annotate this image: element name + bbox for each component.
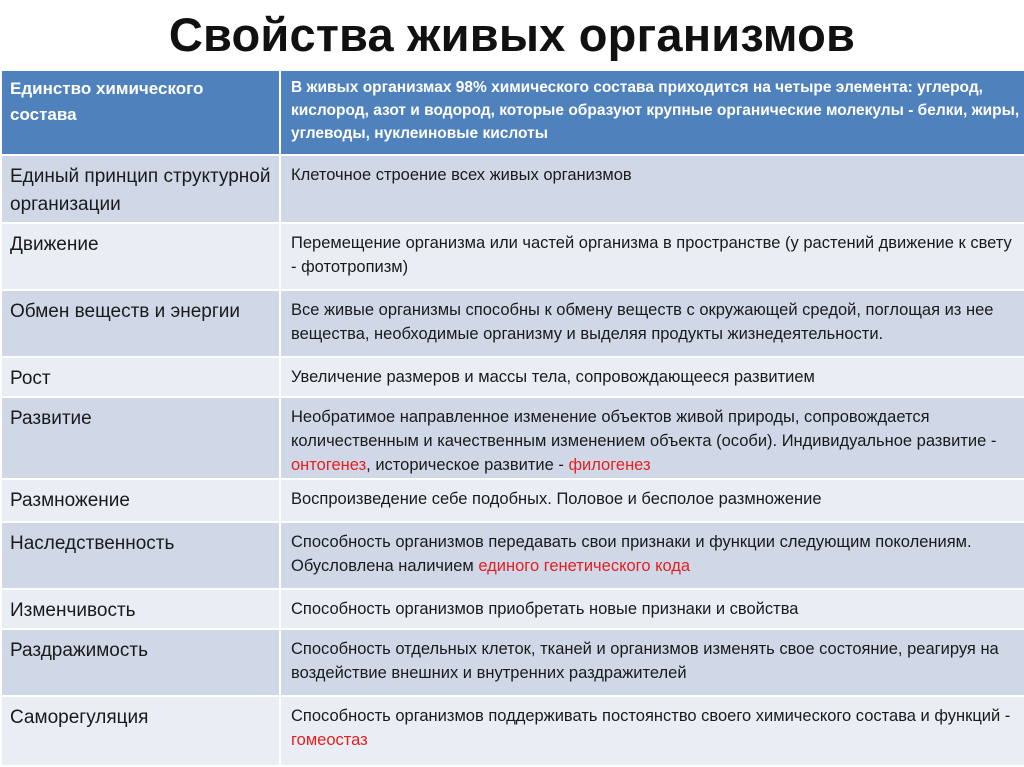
highlighted-term: онтогенез	[291, 456, 367, 474]
table-row	[1, 70, 1024, 155]
property-description: Увеличение размеров и массы тела, сопровождающееся развитием	[291, 368, 815, 386]
property-name: Раздражимость	[10, 640, 148, 661]
table-row	[1, 155, 1024, 223]
table-row	[1, 223, 1024, 290]
highlighted-term: гомеостаз	[291, 731, 368, 749]
property-name: Рост	[10, 368, 51, 389]
table-row	[1, 357, 1024, 397]
page-title: Свойства живых организмов	[168, 7, 856, 61]
property-description	[281, 398, 1024, 477]
property-description: Воспроизведение себе подобных. Половое и бесполое размножение	[291, 490, 822, 508]
table-row	[1, 696, 1024, 766]
property-name: Размножение	[10, 490, 130, 511]
property-name: Развитие	[10, 408, 92, 429]
description-text: Необратимое направленное изменение объектов живой природы, сопровождается количественным и качественным изменением объекта (особи). Индивидуальное развитие -	[291, 408, 997, 450]
table-row	[1, 290, 1024, 357]
description-text: , историческое развитие -	[366, 456, 569, 474]
property-description: Клеточное строение всех живых организмов	[291, 166, 632, 184]
properties-table	[0, 69, 1024, 767]
property-name: Изменчивость	[10, 600, 136, 621]
property-description: Все живые организмы способны к обмену веществ с окружающей средой, поглощая из нее вещества, необходимые организму и выделяя продукты жизнедеятельности.	[291, 301, 994, 343]
property-description: Способность отдельных клеток, тканей и организмов изменять свое состояние, реагируя на воздействие внешних и внутренних раздражителей	[291, 640, 999, 682]
table-row	[1, 397, 1024, 479]
property-description	[281, 697, 1024, 752]
highlighted-term: единого генетического кода	[478, 557, 691, 575]
property-name: Наследственность	[10, 533, 175, 554]
table-row	[1, 522, 1024, 589]
table-row	[1, 479, 1024, 522]
property-name: Движение	[10, 234, 99, 255]
property-name: Саморегуляция	[10, 707, 149, 728]
table-row	[1, 589, 1024, 629]
highlighted-term: филогенез	[568, 456, 651, 474]
property-description	[281, 523, 1024, 578]
description-text: Способность организмов поддерживать постоянство своего химического состава и функций -	[291, 707, 1011, 725]
property-description: Перемещение организма или частей организма в пространстве (у растений движение к свету - фототропизм)	[291, 234, 1012, 276]
property-name: Обмен веществ и энергии	[10, 301, 241, 322]
description-text: Способность организмов передавать свои признаки и функции следующим поколениям. Обусловлена наличием	[291, 533, 972, 575]
property-name: Единство химического состава	[10, 79, 204, 124]
property-description: В живых организмах 98% химического состава приходится на четыре элемента: углерод, кислород, азот и водород, которые образуют крупные органические молекулы - белки, жиры, углеводы, нуклеиновые кислоты	[291, 79, 1020, 142]
property-name: Единый принцип структурной организации	[10, 166, 271, 215]
table-row	[1, 629, 1024, 696]
property-description: Способность организмов приобретать новые признаки и свойства	[291, 600, 799, 618]
